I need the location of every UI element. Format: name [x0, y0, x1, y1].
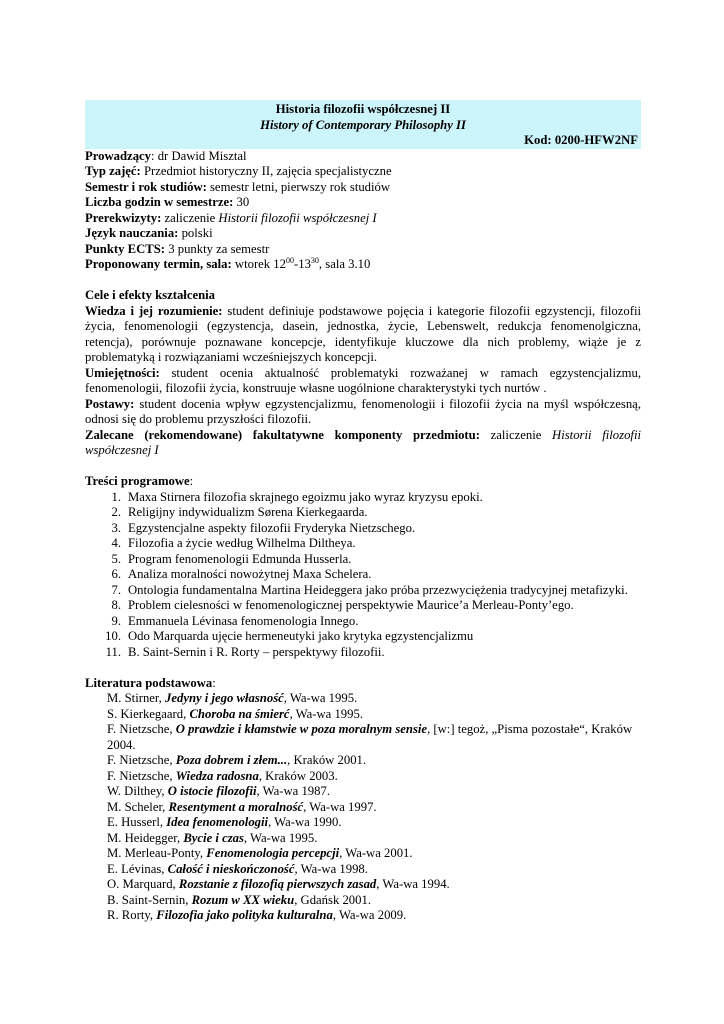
- list-item: [85, 536, 641, 552]
- list-item-number: 6.: [111, 567, 121, 581]
- info-hours-value: 30: [233, 195, 250, 209]
- list-item: [85, 490, 641, 506]
- literature-details: , Gdańsk 2001.: [294, 892, 372, 907]
- literature-title: Idea fenomenologii: [166, 815, 269, 829]
- goals-section: [85, 288, 641, 459]
- literature-author: M. Scheler,: [107, 799, 169, 814]
- literature-details: , [w:] tegoż, „Pisma pozostałe“, Kraków 2004.: [107, 722, 633, 752]
- list-item-number: 8.: [111, 598, 121, 612]
- course-header: [85, 100, 641, 149]
- goals-optional-course: Historii filozofii współczesnej I: [85, 427, 641, 457]
- syllabus: [85, 100, 641, 924]
- goals-attitudes-label: Postawy:: [85, 396, 135, 411]
- literature-author: M. Heidegger,: [107, 830, 184, 845]
- info-type-value: Przedmiot historyczny II, zajęcia specjalistyczne: [140, 164, 392, 178]
- list-item-number: 3.: [111, 520, 121, 535]
- course-code: Kod: 0200-HFW2NF: [524, 133, 638, 147]
- info-language: [85, 226, 641, 242]
- literature-title: Wiedza radosna: [175, 768, 259, 783]
- literature-entry: [107, 831, 641, 847]
- literature-details: , Wa-wa 1995.: [243, 830, 318, 845]
- info-semester-label: Semestr i rok studiów:: [85, 179, 207, 194]
- literature-author: O. Marquard,: [107, 877, 179, 891]
- program-list: [85, 490, 641, 661]
- goals-heading: Cele i efekty kształcenia: [85, 288, 216, 302]
- literature-author: E. Lévinas,: [107, 861, 168, 876]
- literature-entry: [107, 846, 641, 862]
- literature-entry: [107, 707, 641, 723]
- program-heading-colon: :: [189, 474, 194, 488]
- goals-optional-label: Zalecane (rekomendowane) fakultatywne komponenty przedmiotu:: [85, 427, 480, 442]
- list-item-text: B. Saint-Sernin i R. Rorty – perspektywy filozofii.: [128, 644, 385, 659]
- literature-title: Jedyny i jego własność: [165, 691, 284, 705]
- info-hours-label: Liczba godzin w semestrze:: [85, 195, 234, 209]
- literature-section: [85, 676, 641, 924]
- literature-title: Całość i nieskończoność: [167, 861, 295, 876]
- literature-title: Poza dobrem i złem...: [175, 753, 288, 767]
- info-prereq-value: zaliczenie: [161, 210, 219, 225]
- info-lecturer: [85, 149, 641, 165]
- goals-skills-text: student ocenia aktualność problematyki rozważanej w ramach egzystencjalizmu, fenomenologii, filozofii życia, konstruuje własne uogólnione charakterystyki tych nurtów .: [85, 365, 641, 395]
- goals-skills: [85, 366, 641, 397]
- info-semester-value: semestr letni, pierwszy rok studiów: [206, 179, 391, 194]
- literature-entry: [107, 877, 641, 893]
- literature-author: M. Merleau-Ponty,: [107, 846, 207, 860]
- literature-title: O istocie filozofii: [167, 784, 257, 798]
- literature-title: Choroba na śmierć: [189, 706, 290, 721]
- list-item-text: Odo Marquarda ujęcie hermeneutyki jako krytyka egzystencjalizmu: [128, 629, 474, 643]
- literature-details: , Wa-wa 1994.: [376, 877, 450, 891]
- literature-title: Rozum w XX wieku: [191, 892, 295, 907]
- literature-details: , Kraków 2001.: [287, 753, 367, 767]
- list-item: [85, 629, 641, 645]
- literature-author: F. Nietzsche,: [107, 722, 176, 736]
- info-semester: [85, 180, 641, 196]
- literature-entry: [107, 691, 641, 707]
- literature-details: , Wa-wa 2001.: [339, 846, 413, 860]
- goals-knowledge: [85, 304, 641, 366]
- literature-author: F. Nietzsche,: [107, 753, 176, 767]
- goals-knowledge-text: student definiuje podstawowe pojęcia i kategorie filozofii egzystencji, filozofii życia, fenomenologii (egzystencja, dasein, jednostka, życie, Lebenswelt, redukcja fenomenolgiczna, retencja), porównuje poznawane koncepcje, identyfikuje kluczowe dla nich problemy, wiąże je z problematyką i rozwiązaniami wcześniejszych koncepcji.: [85, 303, 641, 364]
- list-item: [85, 598, 641, 614]
- literature-entry: [107, 815, 641, 831]
- info-prereq-label: Prerekwizyty:: [85, 210, 162, 225]
- literature-author: R. Rorty,: [107, 908, 157, 922]
- info-ects-value: 3 punkty za semestr: [165, 241, 270, 256]
- info-language-value: polski: [178, 226, 213, 240]
- literature-title: Filozofia jako polityka kulturalna: [156, 908, 333, 922]
- info-term-sup2: 30: [310, 256, 319, 265]
- info-term: [85, 257, 641, 273]
- list-item: [85, 552, 641, 568]
- info-term-sup1: 00: [286, 256, 294, 265]
- literature-title: Fenomenologia percepcji: [206, 846, 340, 860]
- literature-entry: [107, 862, 641, 878]
- list-item-number: 2.: [111, 505, 121, 519]
- literature-entry: [107, 908, 641, 924]
- goals-attitudes-text: student docenia wpływ egzystencjalizmu, fenomenologii i filozofii życia na myśl współczesną, odnosi się do problemu przyszłości filozofii.: [85, 396, 641, 426]
- list-item-text: Ontologia fundamentalna Martina Heideggera jako próba przezwyciężenia tradycyjnej metafizyki.: [128, 582, 628, 597]
- literature-title: Bycie i czas: [183, 830, 244, 845]
- info-ects-label: Punkty ECTS:: [85, 241, 166, 256]
- literature-title: O prawdzie i kłamstwie w poza moralnym sensie: [175, 722, 428, 736]
- list-item-text: Program fenomenologii Edmunda Husserla.: [128, 551, 352, 566]
- list-item: [85, 505, 641, 521]
- info-hours: [85, 195, 641, 211]
- info-language-label: Język nauczania:: [85, 226, 179, 240]
- literature-author: E. Husserl,: [107, 815, 167, 829]
- literature-author: F. Nietzsche,: [107, 768, 176, 783]
- info-type-label: Typ zajęć:: [85, 164, 141, 178]
- list-item: [85, 645, 641, 661]
- list-item-text: Emmanuela Lévinasa fenomenologia Innego.: [128, 613, 359, 628]
- course-title-en: History of Contemporary Philosophy II: [260, 117, 466, 132]
- list-item-text: Problem cielesności w fenomenologicznej perspektywie Maurice’a Merleau-Ponty’ego.: [128, 598, 574, 612]
- list-item-text: Filozofia a życie według Wilhelma Diltheya.: [128, 536, 356, 550]
- goals-optional: [85, 428, 641, 459]
- literature-details: , Wa-wa 1995.: [289, 706, 364, 721]
- goals-optional-plain: zaliczenie: [479, 427, 553, 442]
- literature-list: [85, 691, 641, 924]
- goals-knowledge-label: Wiedza i jej rozumienie:: [85, 303, 223, 318]
- literature-author: S. Kierkegaard,: [107, 706, 190, 721]
- list-item-number: 7.: [111, 582, 121, 597]
- list-item-number: 9.: [111, 613, 121, 628]
- info-term-prefix: wtorek 12: [231, 257, 286, 271]
- goals-skills-label: Umiejętności:: [85, 365, 160, 380]
- literature-entry: [107, 722, 641, 753]
- literature-title: Rozstanie z filozofią pierwszych zasad: [178, 877, 377, 891]
- literature-details: , Wa-wa 1997.: [303, 799, 377, 814]
- list-item-number: 1.: [111, 489, 121, 504]
- literature-details: , Wa-wa 1998.: [294, 861, 368, 876]
- literature-details: , Wa-wa 1987.: [256, 784, 330, 798]
- info-lecturer-label: Prowadzący: [85, 148, 152, 163]
- list-item-text: Analiza moralności nowożytnej Maxa Schelera.: [128, 567, 372, 581]
- program-heading: Treści programowe: [85, 474, 190, 488]
- literature-author: W. Dilthey,: [107, 784, 168, 798]
- goals-attitudes: [85, 397, 641, 428]
- info-prereq-course: Historii filozofii współczesnej I: [218, 210, 377, 225]
- list-item-text: Religijny indywidualizm Sørena Kierkegaarda.: [128, 505, 368, 519]
- info-term-suffix: , sala 3.10: [318, 257, 371, 271]
- literature-author: M. Stirner,: [107, 691, 165, 705]
- literature-heading-colon: :: [212, 675, 216, 690]
- info-type: [85, 164, 641, 180]
- list-item: [85, 521, 641, 537]
- literature-details: , Wa-wa 1995.: [283, 691, 358, 705]
- info-lecturer-value: : dr Dawid Misztal: [151, 148, 247, 163]
- literature-details: , Kraków 2003.: [258, 768, 338, 783]
- list-item-text: Egzystencjalne aspekty filozofii Fryderyka Nietzschego.: [128, 520, 416, 535]
- literature-author: B. Saint-Sernin,: [107, 892, 192, 907]
- course-info: [85, 149, 641, 273]
- literature-heading: Literatura podstawowa: [85, 675, 213, 690]
- list-item: [85, 583, 641, 599]
- literature-details: , Wa-wa 1990.: [268, 815, 342, 829]
- literature-title: Resentyment a moralność: [168, 799, 304, 814]
- course-title-pl: Historia filozofii współczesnej II: [275, 102, 451, 116]
- list-item: [85, 614, 641, 630]
- literature-entry: [107, 784, 641, 800]
- list-item-number: 10.: [105, 629, 121, 643]
- list-item: [85, 567, 641, 583]
- info-ects: [85, 242, 641, 258]
- list-item-number: 4.: [111, 536, 121, 550]
- list-item-number: 5.: [111, 551, 121, 566]
- info-term-label: Proponowany termin, sala:: [85, 257, 232, 271]
- literature-entry: [107, 769, 641, 785]
- program-section: [85, 474, 641, 660]
- list-item-text: Maxa Stirnera filozofia skrajnego egoizmu jako wyraz kryzysu epoki.: [128, 489, 483, 504]
- info-prereq: [85, 211, 641, 227]
- literature-entry: [107, 753, 641, 769]
- info-term-mid: -13: [294, 257, 311, 271]
- literature-entry: [107, 893, 641, 909]
- list-item-number: 11.: [105, 644, 121, 659]
- literature-entry: [107, 800, 641, 816]
- literature-details: , Wa-wa 2009.: [332, 908, 407, 922]
